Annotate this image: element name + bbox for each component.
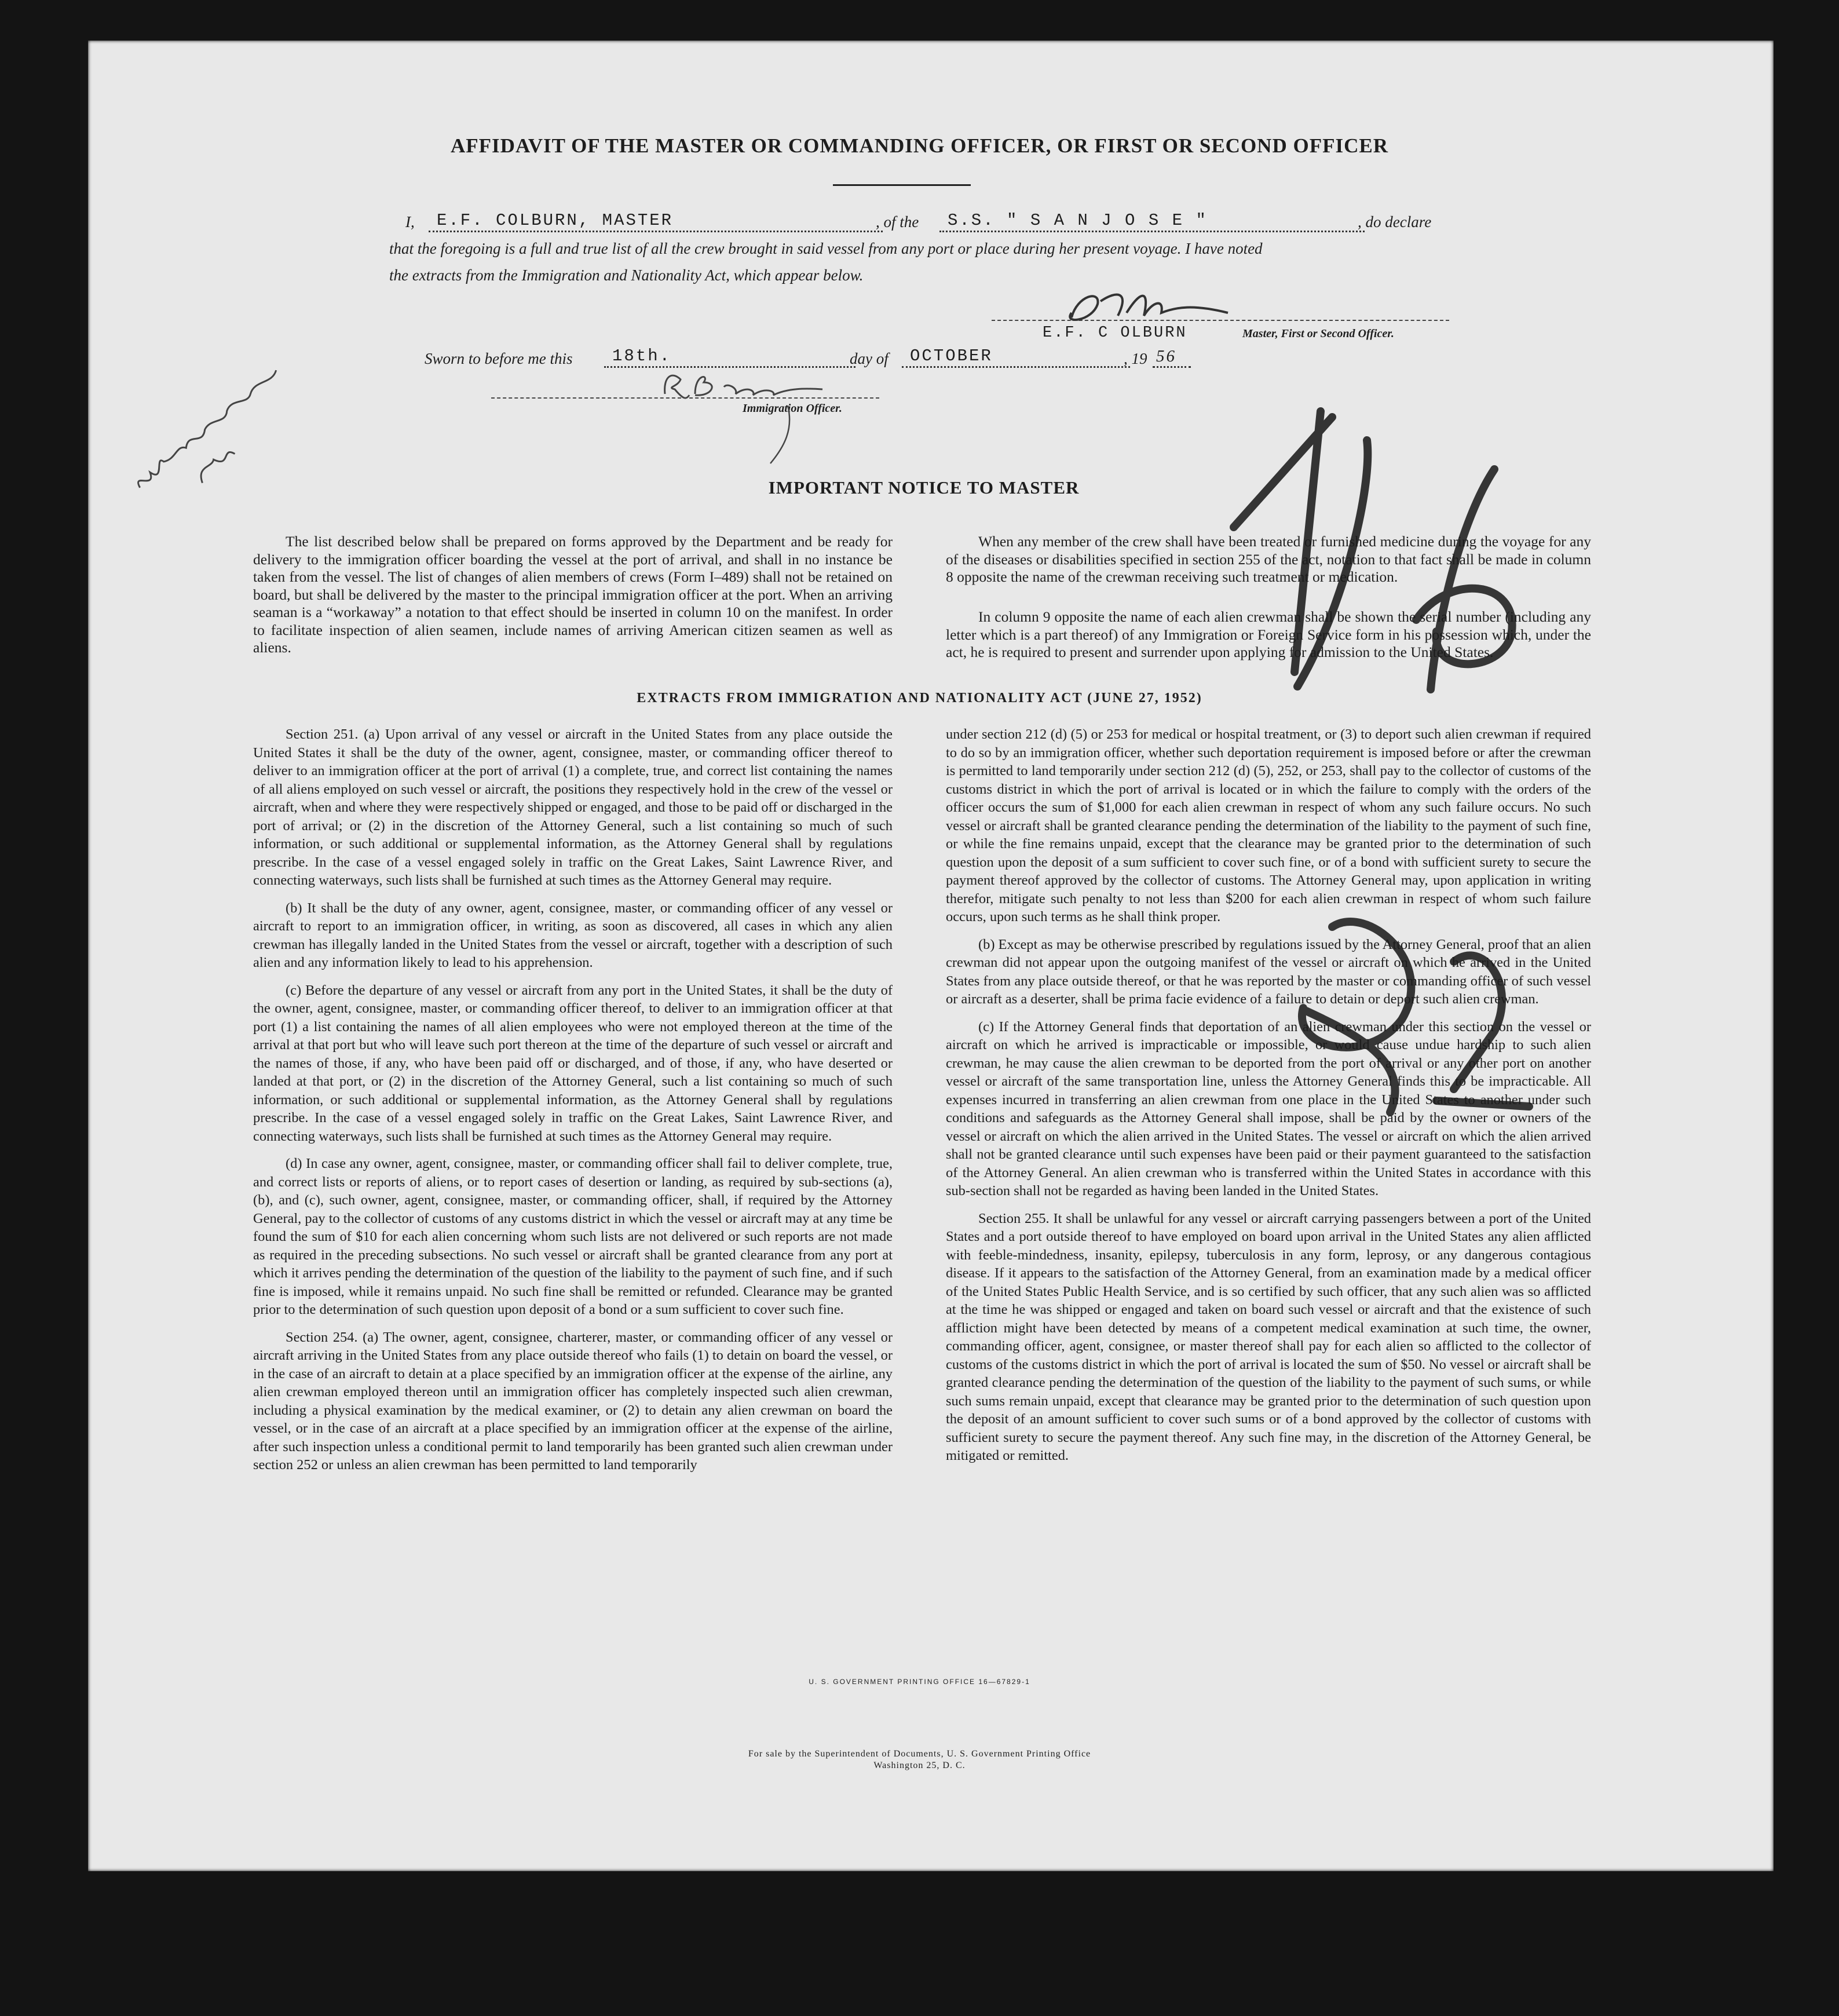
- notice-title: IMPORTANT NOTICE TO MASTER: [768, 477, 1080, 498]
- declaration-line-2: that the foregoing is a full and true list of all the crew brought in said vessel from any port or place during her present voyage. I have noted: [389, 240, 1263, 257]
- section-254-c: (c) If the Attorney General finds that deportation of an alien crewman under this section on the vessel or aircraft on which he arrived is impracticable or impossible, or would cause undue hardship to such alien crewman, he may cause the alien crewman to be deported from the port of arrival or any other port on another vessel or aircraft of the same transportation line, unless the Attorney General finds this to be impracticable. All expenses incurred in transferring an alien crewman from one place in the United States to another under such conditions and safeguards as the Attorney General shall impose, shall be paid by the owner or owners of the vessel or aircraft on which the alien arrived in the United States. The vessel or aircraft on which the alien arrived shall not be granted clearance until such expenses have been paid or their payment guaranteed to the satisfaction of the Attorney General. An alien crewman who is transferred within the United States in accordance with this sub-section shall not be regarded as having been landed in the United States.: [946, 1018, 1591, 1199]
- section-251-c: (c) Before the departure of any vessel or aircraft from any port in the United States, it shall be the duty of the owner, agent, consignee, master, or commanding officer thereof, to deliver to an immigration officer at that port (1) a list containing the names of all alien employees who were not employed thereon at the time of the arrival at that port but who will leave such port thereon at the time of the departure of such vessel or aircraft and the names of those, if any, who have been paid off or discharged, and of those, if any, who have deserted or landed at that port, or (2) in the discretion of the Attorney General, such a list containing so much of such information, or such additional or supplemental information, as the Attorney General shall by regulations prescribe. In the case of a vessel engaged solely in traffic on the Great Lakes, Saint Lawrence River, and connecting waterways, such lists shall be furnished at such times as the Attorney General may require.: [253, 982, 893, 1144]
- sworn-year-field: 56: [1153, 346, 1191, 368]
- sworn-prefix: Sworn to before me this: [425, 350, 573, 367]
- immigration-officer-handwritten-signature: [665, 375, 822, 463]
- master-caption: Master, First or Second Officer.: [1242, 327, 1394, 340]
- for-sale-line-2: Washington 25, D. C.: [873, 1761, 966, 1770]
- notice-right-paragraph-1: When any member of the crew shall have been treated or furnished medicine during the voyage for any of the diseases or disabilities specified in section 255 of the act, notation to that fact shall be made in column 8 opposite the name of the crewman receiving such treatment or medication.: [946, 533, 1591, 585]
- master-handwritten-signature: [1070, 295, 1228, 320]
- section-254-b: (b) Except as may be otherwise prescribed by regulations issued by the Attorney General, proof that an alien crewman did not appear upon the outgoing manifest of the vessel or aircraft on which he arrived in the United States from any place outside thereof, or that he was reported by the master or commanding officer of such vessel or aircraft as a deserter, shall be prima facie evidence of a failure to detain or deport such alien crewman.: [946, 936, 1591, 1007]
- notice-left-paragraph: The list described below shall be prepared on forms approved by the Department and be ready for delivery to the immigration officer boarding the vessel at the port of arrival, and shall in no instance be taken from the vessel. The list of changes of alien members of crews (Form I–489) shall not be retained on board, but shall be delivered by the master to the principal immigration officer at the port. When an arriving seaman is a “workaway” a notation to that effect should be inserted in column 10 on the manifest. In order to facilitate inspection of alien seamen, include names of arriving American citizen seamen as well as aliens.: [253, 533, 893, 656]
- sworn-year-prefix: , 19: [1124, 350, 1147, 367]
- large-crayon-numbers: [1234, 411, 1529, 1112]
- vessel-name-field: S.S. " S A N J O S E ": [939, 211, 1365, 232]
- typed-signature: E.F. C OLBURN: [1043, 324, 1187, 342]
- section-255: Section 255. It shall be unlawful for any vessel or aircraft carrying passengers between a port of the United States and a port outside thereof to have employed on board upon arrival in the United States any alien afflicted with feeble-mindedness, insanity, epilepsy, tuberculosis in any form, leprosy, or any dangerous contagious disease. If it appears to the satisfaction of the Attorney General, from an examination made by a medical officer of the United States Public Health Service, and is so certified by such officer, that any such alien was so afflicted at the time he was shipped or engaged and taken on board such vessel or aircraft and that the existence of such affliction might have been detected by means of a competent medical examination at such time, the owner, commanding officer, agent, consignee, or master thereof shall pay for each alien so afflicted to the collector of customs of the customs district in which the port of arrival is located the sum of $50. No vessel or aircraft shall be granted clearance pending the determination of the question of the liability to the payment of such sums, or while such sums remain unpaid, except that clearance may be granted prior to the determination of such question upon the deposit of an amount sufficient to cover such sums or of a bond approved by the collector of customs with sufficient surety to secure the payment thereof. Any such fine may, in the discretion of the Attorney General, be mitigated or remitted.: [946, 1210, 1591, 1463]
- declaration-line-3: the extracts from the Immigration and Nationality Act, which appear below.: [389, 266, 864, 284]
- declaration-suffix: , do declare: [1358, 213, 1432, 231]
- section-251-a: Section 251. (a) Upon arrival of any vessel or aircraft in the United States from any place outside the United States it shall be the duty of the owner, agent, consignee, master, or commanding officer thereof to deliver to an immigration officer at the port of arrival (1) a complete, true, and correct list containing the names of all aliens employed on such vessel or aircraft, the positions they respectively hold in the crew of the vessel or aircraft, when and where they were respectively shipped or engaged, and those to be paid off or discharged in the port of arrival; or (2) in the discretion of the Attorney General, such a list containing so much of such information, or such additional or supplemental information, as the Attorney General shall by regulations prescribe. In the case of a vessel engaged solely in traffic on the Great Lakes, Saint Lawrence River, and connecting waterways, such lists shall be furnished at such times as the Attorney General may require.: [253, 726, 893, 888]
- section-254-a-continued: under section 212 (d) (5) or 253 for medical or hospital treatment, or (3) to deport such alien crewman if required to do so by an immigration officer, whether such deportation requirement is imposed before or after the crewman is permitted to land temporarily under section 212 (d) (5), 252, or 253, shall pay to the collector of customs of the customs district in which the port of arrival is located or in which the failure to comply with the orders of the officer occurs the sum of $1,000 for each alien crewman in respect of whom any such failure occurs. No such vessel or aircraft shall be granted clearance pending the determination of the liability to the payment of such fine, or while the fine remains unpaid, except that the clearance may be granted prior to the determination of such question upon the deposit of a sum sufficient to cover such fine, or of a bond with sufficient surety to secure the payment thereof approved by the collector of customs. The Attorney General may, upon application in writing therefor, mitigate such penalty to not less than $200 for each alien crewman in respect of whom such failure occurs, upon such terms as he shall think proper.: [946, 726, 1591, 925]
- declaration-of-the: , of the: [876, 213, 919, 231]
- affidavit-title: AFFIDAVIT OF THE MASTER OR COMMANDING OFFICER, OR FIRST OR SECOND OFFICER: [451, 134, 1388, 157]
- officer-name-field: E.F. COLBURN, MASTER: [429, 211, 883, 232]
- sworn-day-of: day of: [850, 350, 889, 367]
- for-sale-line-1: For sale by the Superintendent of Documents, U. S. Government Printing Office: [748, 1749, 1091, 1759]
- extracts-title: EXTRACTS FROM IMMIGRATION AND NATIONALITY ACT (JUNE 27, 1952): [637, 691, 1202, 706]
- immigration-officer-caption: Immigration Officer.: [743, 402, 842, 415]
- section-251-b: (b) It shall be the duty of any owner, agent, consignee, master, or commanding officer of any vessel or aircraft to report to an immigration officer, in writing, as soon as discovered, all cases in which any alien crewman has illegally landed in the United States from the vessel or aircraft, together with a description of such alien and any information likely to lead to his apprehension.: [253, 900, 893, 970]
- gpo-imprint: U. S. GOVERNMENT PRINTING OFFICE 16—67829-1: [809, 1678, 1030, 1686]
- declaration-prefix: I,: [405, 213, 415, 231]
- section-254-a: Section 254. (a) The owner, agent, consignee, charterer, master, or commanding officer of any vessel or aircraft arriving in the United States from any place outside thereof who fails (1) to detain on board the vessel, or in the case of an aircraft to detain at a place specified by an immigration officer at the expense of the airline, any alien crewman employed thereon until an immigration officer has completely inspected such alien crewman, including a physical examination by the medical examiner, or (2) to detain any alien crewman on board the vessel, or in the case of an aircraft at a place specified by an immigration officer at the expense of the airline, after such inspection unless a conditional permit to land temporarily has been granted such alien crewman under section 252 or unless an alien crewman has been permitted to land temporarily: [253, 1329, 893, 1473]
- sworn-day-field: 18th.: [604, 346, 855, 368]
- section-251-d: (d) In case any owner, agent, consignee, master, or commanding officer shall fail to deliver complete, true, and correct lists or reports of aliens, or to report cases of desertion or landing, as required by sub-sections (a), (b), and (c), such owner, agent, consignee, master, or commanding officer, shall, if required by the Attorney General, pay to the collector of customs of any customs district in which the vessel or aircraft may at any time be found the sum of $10 for each alien concerning whom such lists are not delivered or such reports are not made as required in the preceding subsections. No such vessel or aircraft shall be granted clearance from any port at which it arrives pending the determination of the question of the liability to the payment of such fine, and if such fine is imposed, while it remains unpaid. No such fine shall be remitted or refunded. Clearance may be granted prior to the determination of such question upon deposit of a bond or a sum sufficient to cover such fine.: [253, 1156, 893, 1317]
- sworn-month-field: OCTOBER: [902, 346, 1130, 368]
- notice-right-paragraph-2: In column 9 opposite the name of each alien crewman shall be shown the serial number (including any letter which is a part thereof) of any Immigration or Foreign Service form in his possession which, under the act, he is required to present and surrender upon applying for admission to the United States.: [946, 608, 1591, 660]
- marginal-note-weehawken: [134, 370, 303, 515]
